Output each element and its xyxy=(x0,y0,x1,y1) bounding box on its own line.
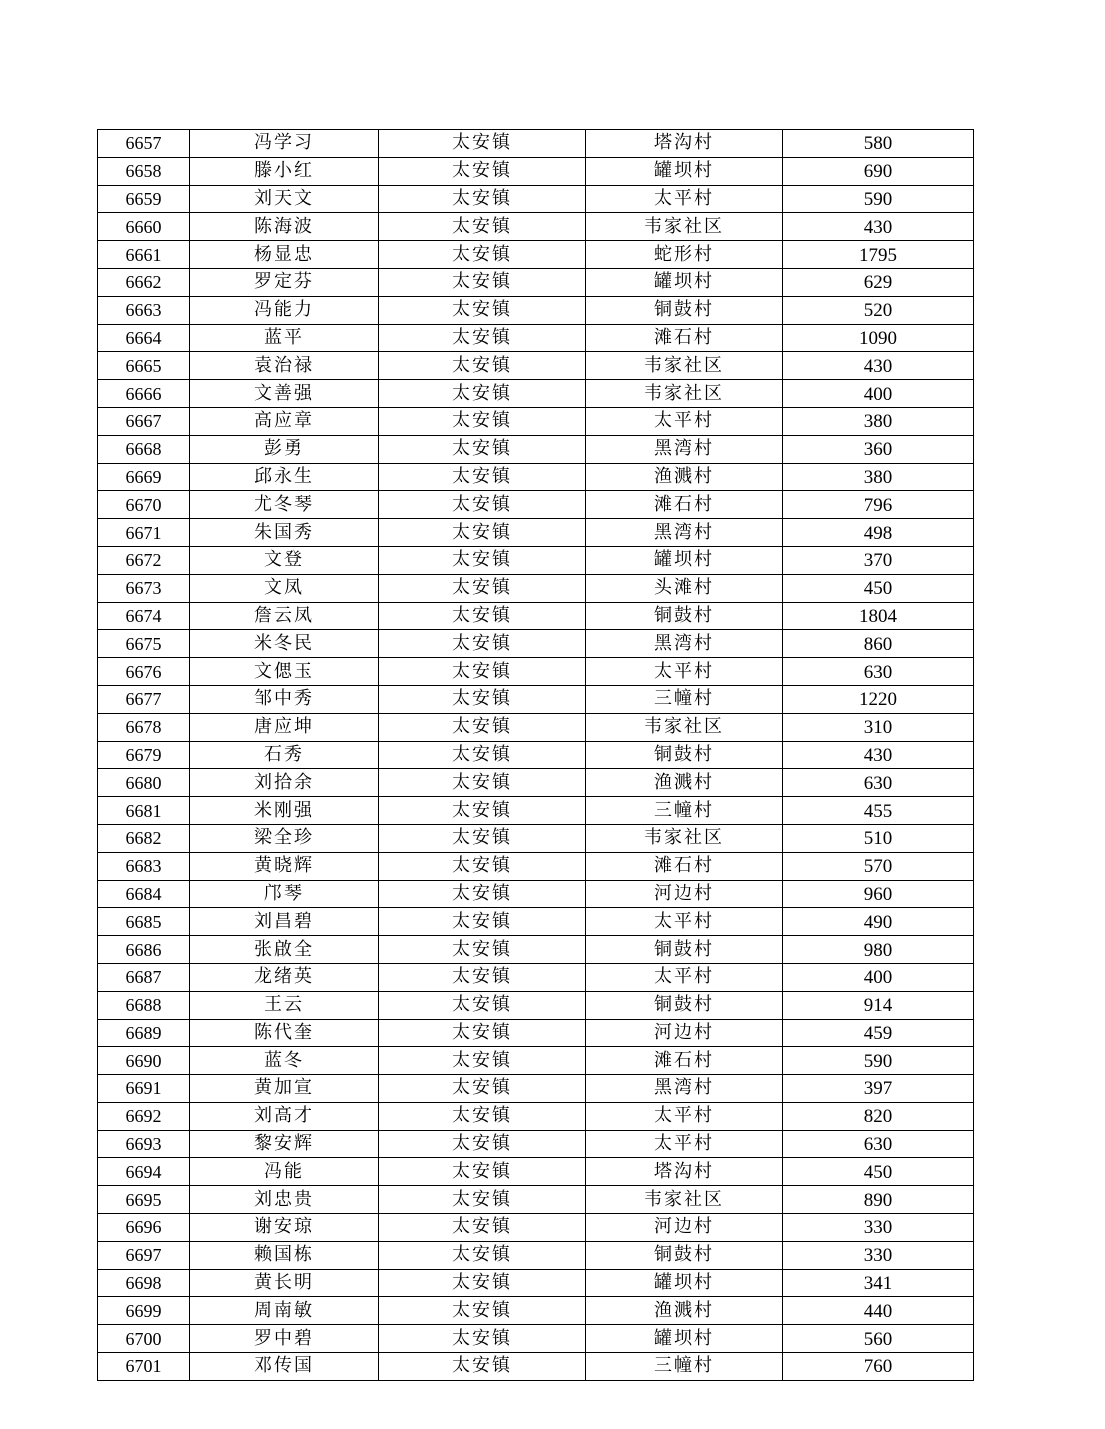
village-name-cell: 黑湾村 xyxy=(586,1075,783,1103)
village-name-cell: 三幢村 xyxy=(586,797,783,825)
person-name-cell: 冯学习 xyxy=(190,130,379,158)
village-name-cell: 蛇形村 xyxy=(586,241,783,269)
amount-value-cell: 580 xyxy=(783,130,974,158)
person-name-cell: 文善强 xyxy=(190,380,379,408)
person-name-cell: 赖国栋 xyxy=(190,1241,379,1269)
amount-value-cell: 890 xyxy=(783,1186,974,1214)
amount-value-cell: 455 xyxy=(783,797,974,825)
village-name-cell: 渔溅村 xyxy=(586,1297,783,1325)
table-row xyxy=(98,1186,974,1214)
table-row xyxy=(98,185,974,213)
person-name-cell: 詹云凤 xyxy=(190,602,379,630)
amount-value-cell: 330 xyxy=(783,1214,974,1242)
row-number-cell: 6686 xyxy=(98,936,190,964)
village-name-cell: 滩石村 xyxy=(586,324,783,352)
amount-value-cell: 310 xyxy=(783,713,974,741)
town-name-cell: 太安镇 xyxy=(379,407,586,435)
town-name-cell: 太安镇 xyxy=(379,185,586,213)
town-name-cell: 太安镇 xyxy=(379,963,586,991)
amount-value-cell: 1220 xyxy=(783,685,974,713)
village-name-cell: 罐坝村 xyxy=(586,157,783,185)
town-name-cell: 太安镇 xyxy=(379,741,586,769)
amount-value-cell: 960 xyxy=(783,880,974,908)
row-number-cell: 6697 xyxy=(98,1241,190,1269)
amount-value-cell: 796 xyxy=(783,491,974,519)
row-number-cell: 6695 xyxy=(98,1186,190,1214)
village-name-cell: 河边村 xyxy=(586,1019,783,1047)
records-table xyxy=(97,129,974,1381)
person-name-cell: 刘天文 xyxy=(190,185,379,213)
village-name-cell: 太平村 xyxy=(586,658,783,686)
town-name-cell: 太安镇 xyxy=(379,1269,586,1297)
table-row xyxy=(98,1102,974,1130)
amount-value-cell: 1795 xyxy=(783,241,974,269)
village-name-cell: 铜鼓村 xyxy=(586,296,783,324)
row-number-cell: 6657 xyxy=(98,130,190,158)
row-number-cell: 6665 xyxy=(98,352,190,380)
village-name-cell: 滩石村 xyxy=(586,1047,783,1075)
village-name-cell: 渔溅村 xyxy=(586,463,783,491)
row-number-cell: 6666 xyxy=(98,380,190,408)
person-name-cell: 张啟全 xyxy=(190,936,379,964)
village-name-cell: 河边村 xyxy=(586,1214,783,1242)
town-name-cell: 太安镇 xyxy=(379,769,586,797)
amount-value-cell: 330 xyxy=(783,1241,974,1269)
person-name-cell: 陈海波 xyxy=(190,213,379,241)
village-name-cell: 塔沟村 xyxy=(586,130,783,158)
amount-value-cell: 380 xyxy=(783,407,974,435)
row-number-cell: 6674 xyxy=(98,602,190,630)
person-name-cell: 邹中秀 xyxy=(190,685,379,713)
person-name-cell: 周南敏 xyxy=(190,1297,379,1325)
town-name-cell: 太安镇 xyxy=(379,936,586,964)
amount-value-cell: 520 xyxy=(783,296,974,324)
row-number-cell: 6664 xyxy=(98,324,190,352)
table-row xyxy=(98,1297,974,1325)
row-number-cell: 6683 xyxy=(98,852,190,880)
town-name-cell: 太安镇 xyxy=(379,1241,586,1269)
table-row xyxy=(98,519,974,547)
town-name-cell: 太安镇 xyxy=(379,380,586,408)
town-name-cell: 太安镇 xyxy=(379,574,586,602)
row-number-cell: 6694 xyxy=(98,1158,190,1186)
person-name-cell: 陈代奎 xyxy=(190,1019,379,1047)
amount-value-cell: 450 xyxy=(783,574,974,602)
village-name-cell: 韦家社区 xyxy=(586,824,783,852)
village-name-cell: 罐坝村 xyxy=(586,1269,783,1297)
amount-value-cell: 560 xyxy=(783,1325,974,1353)
town-name-cell: 太安镇 xyxy=(379,130,586,158)
village-name-cell: 渔溅村 xyxy=(586,769,783,797)
table-row xyxy=(98,213,974,241)
village-name-cell: 韦家社区 xyxy=(586,713,783,741)
row-number-cell: 6678 xyxy=(98,713,190,741)
town-name-cell: 太安镇 xyxy=(379,1353,586,1381)
table-row xyxy=(98,713,974,741)
person-name-cell: 黄加宣 xyxy=(190,1075,379,1103)
person-name-cell: 米刚强 xyxy=(190,797,379,825)
amount-value-cell: 1804 xyxy=(783,602,974,630)
town-name-cell: 太安镇 xyxy=(379,519,586,547)
row-number-cell: 6689 xyxy=(98,1019,190,1047)
amount-value-cell: 360 xyxy=(783,435,974,463)
row-number-cell: 6669 xyxy=(98,463,190,491)
table-row xyxy=(98,491,974,519)
person-name-cell: 黎安辉 xyxy=(190,1130,379,1158)
row-number-cell: 6681 xyxy=(98,797,190,825)
amount-value-cell: 430 xyxy=(783,213,974,241)
person-name-cell: 尤冬琴 xyxy=(190,491,379,519)
amount-value-cell: 760 xyxy=(783,1353,974,1381)
row-number-cell: 6663 xyxy=(98,296,190,324)
row-number-cell: 6690 xyxy=(98,1047,190,1075)
table-row xyxy=(98,1019,974,1047)
table-row xyxy=(98,852,974,880)
table-row xyxy=(98,407,974,435)
town-name-cell: 太安镇 xyxy=(379,157,586,185)
amount-value-cell: 440 xyxy=(783,1297,974,1325)
row-number-cell: 6688 xyxy=(98,991,190,1019)
town-name-cell: 太安镇 xyxy=(379,352,586,380)
table-row xyxy=(98,685,974,713)
amount-value-cell: 400 xyxy=(783,963,974,991)
village-name-cell: 罐坝村 xyxy=(586,268,783,296)
table-row xyxy=(98,268,974,296)
table-row xyxy=(98,157,974,185)
town-name-cell: 太安镇 xyxy=(379,824,586,852)
amount-value-cell: 590 xyxy=(783,185,974,213)
table-row xyxy=(98,1075,974,1103)
village-name-cell: 铜鼓村 xyxy=(586,741,783,769)
person-name-cell: 罗中碧 xyxy=(190,1325,379,1353)
amount-value-cell: 490 xyxy=(783,908,974,936)
table-row xyxy=(98,380,974,408)
row-number-cell: 6673 xyxy=(98,574,190,602)
row-number-cell: 6687 xyxy=(98,963,190,991)
village-name-cell: 滩石村 xyxy=(586,491,783,519)
row-number-cell: 6684 xyxy=(98,880,190,908)
person-name-cell: 袁治禄 xyxy=(190,352,379,380)
row-number-cell: 6701 xyxy=(98,1353,190,1381)
table-row xyxy=(98,963,974,991)
person-name-cell: 邓传国 xyxy=(190,1353,379,1381)
amount-value-cell: 630 xyxy=(783,658,974,686)
table-row xyxy=(98,1130,974,1158)
amount-value-cell: 430 xyxy=(783,352,974,380)
table-row xyxy=(98,352,974,380)
amount-value-cell: 980 xyxy=(783,936,974,964)
person-name-cell: 梁全珍 xyxy=(190,824,379,852)
village-name-cell: 河边村 xyxy=(586,880,783,908)
row-number-cell: 6696 xyxy=(98,1214,190,1242)
person-name-cell: 黄晓辉 xyxy=(190,852,379,880)
town-name-cell: 太安镇 xyxy=(379,241,586,269)
amount-value-cell: 450 xyxy=(783,1158,974,1186)
village-name-cell: 韦家社区 xyxy=(586,213,783,241)
village-name-cell: 铜鼓村 xyxy=(586,936,783,964)
person-name-cell: 高应章 xyxy=(190,407,379,435)
town-name-cell: 太安镇 xyxy=(379,880,586,908)
person-name-cell: 唐应坤 xyxy=(190,713,379,741)
table-row xyxy=(98,880,974,908)
table-row xyxy=(98,1047,974,1075)
town-name-cell: 太安镇 xyxy=(379,713,586,741)
row-number-cell: 6660 xyxy=(98,213,190,241)
amount-value-cell: 630 xyxy=(783,769,974,797)
row-number-cell: 6658 xyxy=(98,157,190,185)
row-number-cell: 6675 xyxy=(98,630,190,658)
row-number-cell: 6670 xyxy=(98,491,190,519)
row-number-cell: 6698 xyxy=(98,1269,190,1297)
table-row xyxy=(98,574,974,602)
person-name-cell: 米冬民 xyxy=(190,630,379,658)
town-name-cell: 太安镇 xyxy=(379,991,586,1019)
town-name-cell: 太安镇 xyxy=(379,1075,586,1103)
town-name-cell: 太安镇 xyxy=(379,685,586,713)
table-row xyxy=(98,1325,974,1353)
person-name-cell: 邱永生 xyxy=(190,463,379,491)
village-name-cell: 铜鼓村 xyxy=(586,991,783,1019)
town-name-cell: 太安镇 xyxy=(379,1214,586,1242)
amount-value-cell: 430 xyxy=(783,741,974,769)
town-name-cell: 太安镇 xyxy=(379,852,586,880)
row-number-cell: 6677 xyxy=(98,685,190,713)
amount-value-cell: 590 xyxy=(783,1047,974,1075)
amount-value-cell: 1090 xyxy=(783,324,974,352)
row-number-cell: 6692 xyxy=(98,1102,190,1130)
table-row xyxy=(98,908,974,936)
table-row xyxy=(98,241,974,269)
person-name-cell: 邝琴 xyxy=(190,880,379,908)
table-row xyxy=(98,797,974,825)
amount-value-cell: 380 xyxy=(783,463,974,491)
person-name-cell: 彭勇 xyxy=(190,435,379,463)
table-row xyxy=(98,936,974,964)
town-name-cell: 太安镇 xyxy=(379,1158,586,1186)
town-name-cell: 太安镇 xyxy=(379,630,586,658)
village-name-cell: 三幢村 xyxy=(586,1353,783,1381)
row-number-cell: 6661 xyxy=(98,241,190,269)
person-name-cell: 罗定芬 xyxy=(190,268,379,296)
village-name-cell: 黑湾村 xyxy=(586,630,783,658)
person-name-cell: 龙绪英 xyxy=(190,963,379,991)
village-name-cell: 韦家社区 xyxy=(586,1186,783,1214)
row-number-cell: 6699 xyxy=(98,1297,190,1325)
row-number-cell: 6679 xyxy=(98,741,190,769)
village-name-cell: 太平村 xyxy=(586,963,783,991)
town-name-cell: 太安镇 xyxy=(379,1047,586,1075)
town-name-cell: 太安镇 xyxy=(379,1019,586,1047)
row-number-cell: 6693 xyxy=(98,1130,190,1158)
amount-value-cell: 570 xyxy=(783,852,974,880)
table-row xyxy=(98,1269,974,1297)
amount-value-cell: 510 xyxy=(783,824,974,852)
person-name-cell: 文凤 xyxy=(190,574,379,602)
village-name-cell: 黑湾村 xyxy=(586,435,783,463)
amount-value-cell: 397 xyxy=(783,1075,974,1103)
row-number-cell: 6685 xyxy=(98,908,190,936)
person-name-cell: 黄长明 xyxy=(190,1269,379,1297)
town-name-cell: 太安镇 xyxy=(379,463,586,491)
person-name-cell: 刘昌碧 xyxy=(190,908,379,936)
table-row xyxy=(98,658,974,686)
table-row xyxy=(98,1158,974,1186)
row-number-cell: 6680 xyxy=(98,769,190,797)
row-number-cell: 6682 xyxy=(98,824,190,852)
table-row xyxy=(98,324,974,352)
table-row xyxy=(98,991,974,1019)
town-name-cell: 太安镇 xyxy=(379,491,586,519)
table-row xyxy=(98,769,974,797)
village-name-cell: 塔沟村 xyxy=(586,1158,783,1186)
town-name-cell: 太安镇 xyxy=(379,658,586,686)
table-row xyxy=(98,435,974,463)
town-name-cell: 太安镇 xyxy=(379,908,586,936)
village-name-cell: 太平村 xyxy=(586,407,783,435)
row-number-cell: 6662 xyxy=(98,268,190,296)
village-name-cell: 罐坝村 xyxy=(586,546,783,574)
row-number-cell: 6671 xyxy=(98,519,190,547)
town-name-cell: 太安镇 xyxy=(379,1102,586,1130)
person-name-cell: 蓝冬 xyxy=(190,1047,379,1075)
amount-value-cell: 860 xyxy=(783,630,974,658)
town-name-cell: 太安镇 xyxy=(379,602,586,630)
person-name-cell: 朱国秀 xyxy=(190,519,379,547)
person-name-cell: 文登 xyxy=(190,546,379,574)
village-name-cell: 滩石村 xyxy=(586,852,783,880)
village-name-cell: 太平村 xyxy=(586,1130,783,1158)
amount-value-cell: 370 xyxy=(783,546,974,574)
town-name-cell: 太安镇 xyxy=(379,435,586,463)
person-name-cell: 谢安琼 xyxy=(190,1214,379,1242)
village-name-cell: 太平村 xyxy=(586,908,783,936)
table-row xyxy=(98,630,974,658)
row-number-cell: 6676 xyxy=(98,658,190,686)
town-name-cell: 太安镇 xyxy=(379,213,586,241)
village-name-cell: 罐坝村 xyxy=(586,1325,783,1353)
table-row xyxy=(98,1353,974,1381)
amount-value-cell: 400 xyxy=(783,380,974,408)
row-number-cell: 6691 xyxy=(98,1075,190,1103)
town-name-cell: 太安镇 xyxy=(379,1325,586,1353)
amount-value-cell: 629 xyxy=(783,268,974,296)
town-name-cell: 太安镇 xyxy=(379,324,586,352)
row-number-cell: 6672 xyxy=(98,546,190,574)
amount-value-cell: 690 xyxy=(783,157,974,185)
town-name-cell: 太安镇 xyxy=(379,1130,586,1158)
amount-value-cell: 820 xyxy=(783,1102,974,1130)
person-name-cell: 滕小红 xyxy=(190,157,379,185)
table-row xyxy=(98,1214,974,1242)
table-row xyxy=(98,130,974,158)
village-name-cell: 三幢村 xyxy=(586,685,783,713)
person-name-cell: 文偲玉 xyxy=(190,658,379,686)
village-name-cell: 头滩村 xyxy=(586,574,783,602)
person-name-cell: 王云 xyxy=(190,991,379,1019)
town-name-cell: 太安镇 xyxy=(379,546,586,574)
amount-value-cell: 459 xyxy=(783,1019,974,1047)
amount-value-cell: 498 xyxy=(783,519,974,547)
town-name-cell: 太安镇 xyxy=(379,268,586,296)
row-number-cell: 6668 xyxy=(98,435,190,463)
village-name-cell: 韦家社区 xyxy=(586,352,783,380)
village-name-cell: 铜鼓村 xyxy=(586,602,783,630)
person-name-cell: 冯能 xyxy=(190,1158,379,1186)
row-number-cell: 6700 xyxy=(98,1325,190,1353)
table-row xyxy=(98,296,974,324)
town-name-cell: 太安镇 xyxy=(379,1297,586,1325)
person-name-cell: 刘忠贵 xyxy=(190,1186,379,1214)
person-name-cell: 刘高才 xyxy=(190,1102,379,1130)
village-name-cell: 韦家社区 xyxy=(586,380,783,408)
row-number-cell: 6659 xyxy=(98,185,190,213)
person-name-cell: 刘拾余 xyxy=(190,769,379,797)
village-name-cell: 太平村 xyxy=(586,185,783,213)
person-name-cell: 蓝平 xyxy=(190,324,379,352)
table-row xyxy=(98,741,974,769)
village-name-cell: 太平村 xyxy=(586,1102,783,1130)
table-row xyxy=(98,546,974,574)
table-row xyxy=(98,602,974,630)
town-name-cell: 太安镇 xyxy=(379,1186,586,1214)
amount-value-cell: 341 xyxy=(783,1269,974,1297)
table-row xyxy=(98,463,974,491)
person-name-cell: 杨显忠 xyxy=(190,241,379,269)
town-name-cell: 太安镇 xyxy=(379,797,586,825)
person-name-cell: 石秀 xyxy=(190,741,379,769)
amount-value-cell: 914 xyxy=(783,991,974,1019)
table-body xyxy=(98,130,974,1381)
table-row xyxy=(98,1241,974,1269)
village-name-cell: 黑湾村 xyxy=(586,519,783,547)
person-name-cell: 冯能力 xyxy=(190,296,379,324)
row-number-cell: 6667 xyxy=(98,407,190,435)
table-row xyxy=(98,824,974,852)
amount-value-cell: 630 xyxy=(783,1130,974,1158)
village-name-cell: 铜鼓村 xyxy=(586,1241,783,1269)
town-name-cell: 太安镇 xyxy=(379,296,586,324)
